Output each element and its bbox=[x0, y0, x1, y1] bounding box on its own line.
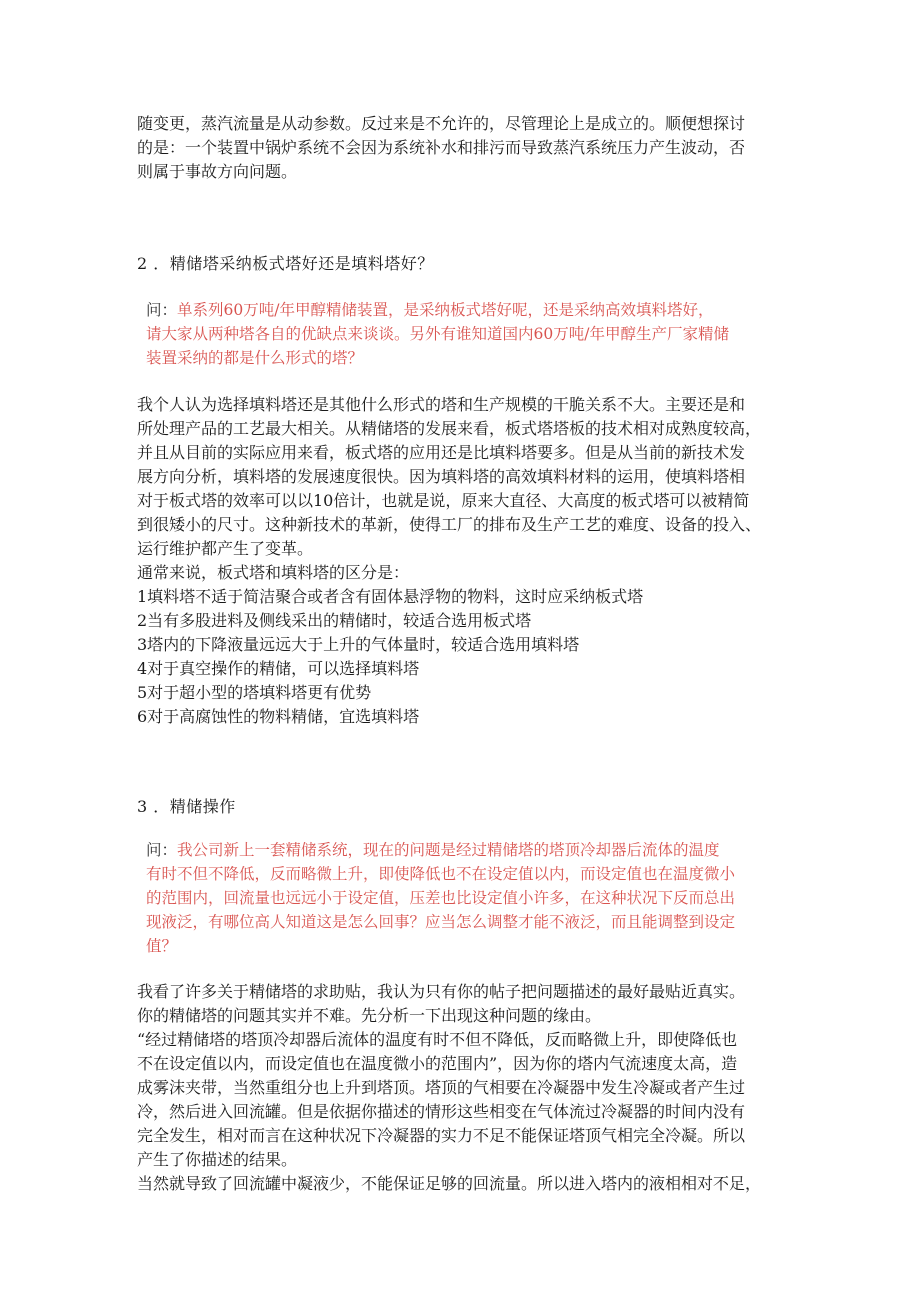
section-2-question bbox=[146, 298, 796, 370]
list-item: 5对于超小型的塔填料塔更有优势 bbox=[137, 683, 372, 702]
answer-line: 通常来说，板式塔和填料塔的区分是： bbox=[137, 563, 410, 582]
answer-line: 到很矮小的尺寸。这种新技术的革新，使得工厂的排布及生产工艺的难度、设备的投入、 bbox=[137, 515, 762, 534]
section-3-question bbox=[146, 838, 796, 958]
question-line: 的范围内，回流量也远远小于设定值，压差也比设定值小许多，在这种状况下反而总出 bbox=[146, 889, 736, 907]
answer-line: 当然就导致了回流罐中凝液少，不能保证足够的回流量。所以进入塔内的液相相对不足， bbox=[137, 1174, 762, 1193]
list-item: 2当有多股进料及侧线采出的精储时，较适合选用板式塔 bbox=[137, 611, 532, 630]
answer-line: 并且从目前的实际应用来看，板式塔的应用还是比填料塔要多。但是从当前的新技术发 bbox=[137, 443, 746, 462]
list-item: 3塔内的下降液量远远大于上升的气体量时，较适合选用填料塔 bbox=[137, 635, 580, 654]
question-line: 现液泛，有哪位高人知道这是怎么回事？应当怎么调整才能不液泛，而且能调整到设定 bbox=[146, 913, 736, 931]
section-3-heading: 3 ．精储操作 bbox=[137, 797, 236, 816]
answer-line: 对于板式塔的效率可以以10倍计，也就是说，原来大直径、大高度的板式塔可以被精简 bbox=[137, 491, 750, 510]
list-item: 1填料塔不适于简洁聚合或者含有固体悬浮物的物料，这时应采纳板式塔 bbox=[137, 587, 644, 606]
answer-line: 展方向分析，填料塔的发展速度很快。因为填料塔的高效填料材料的运用，使填料塔相 bbox=[137, 467, 746, 486]
list-item: 4对于真空操作的精储，可以选择填料塔 bbox=[137, 659, 420, 678]
question-line: 问：单系列60万吨/年甲醇精储装置，是采纳板式塔好呢，还是采纳高效填料塔好， bbox=[146, 301, 714, 319]
answer-line: 你的精储塔的问题其实并不难。先分析一下出现这种问题的缘由。 bbox=[137, 1006, 602, 1025]
question-line: 请大家从两种塔各自的优缺点来谈谈。另外有谁知道国内60万吨/年甲醇生产厂家精储 bbox=[146, 325, 729, 343]
answer-line: 完全发生，相对而言在这种状况下冷凝器的实力不足不能保证塔顶气相完全冷凝。所以 bbox=[137, 1126, 746, 1145]
answer-line: 我看了许多关于精储塔的求助贴，我认为只有你的帖子把问题描述的最好最贴近真实。 bbox=[137, 982, 746, 1001]
intro-line: 的是：一个装置中锅炉系统不会因为系统补水和排污而导致蒸汽系统压力产生波动，否 bbox=[137, 138, 746, 157]
question-line: 有时不但不降低，反而略微上升，即使降低也不在设定值以内，而设定值也在温度微小 bbox=[146, 865, 736, 883]
section-3-answer bbox=[137, 980, 793, 1196]
question-line: 问：我公司新上一套精储系统，现在的问题是经过精储塔的塔顶冷却器后流体的温度 bbox=[146, 841, 720, 859]
question-prefix: 问： bbox=[146, 301, 178, 319]
question-line: 装置采纳的都是什么形式的塔？ bbox=[146, 349, 364, 367]
section-2-answer bbox=[137, 393, 793, 729]
section-2-heading: 2 ．精储塔采纳板式塔好还是填料塔好？ bbox=[137, 254, 434, 273]
answer-line: “经过精储塔的塔顶冷却器后流体的温度有时不但不降低，反而略微上升，即使降低也 bbox=[137, 1030, 738, 1049]
list-item: 6对于高腐蚀性的物料精储，宜选填料塔 bbox=[137, 707, 420, 726]
answer-line: 冷，然后进入回流罐。但是依据你描述的情形这些相变在气体流过冷凝器的时间内没有 bbox=[137, 1102, 746, 1121]
answer-line: 产生了你描述的结果。 bbox=[137, 1150, 298, 1169]
answer-line: 成雾沫夹带，当然重组分也上升到塔顶。塔顶的气相要在冷凝器中发生冷凝或者产生过 bbox=[137, 1078, 746, 1097]
answer-line: 所处理产品的工艺最大相关。从精储塔的发展来看，板式塔塔板的技术相对成熟度较高， bbox=[137, 419, 762, 438]
question-prefix: 问： bbox=[146, 841, 178, 859]
intro-line: 随变更，蒸汽流量是从动参数。反过来是不允许的，尽管理论上是成立的。顺便想探讨 bbox=[137, 114, 746, 133]
intro-line: 则属于事故方向问题。 bbox=[137, 162, 298, 181]
answer-line: 运行维护都产生了变革。 bbox=[137, 539, 314, 558]
question-line: 值？ bbox=[146, 937, 178, 955]
answer-line: 不在设定值以内，而设定值也在温度微小的范围内”，因为你的塔内气流速度太高，造 bbox=[137, 1054, 738, 1073]
answer-line: 我个人认为选择填料塔还是其他什么形式的塔和生产规模的干脆关系不大。主要还是和 bbox=[137, 395, 746, 414]
intro-paragraph bbox=[137, 112, 793, 184]
